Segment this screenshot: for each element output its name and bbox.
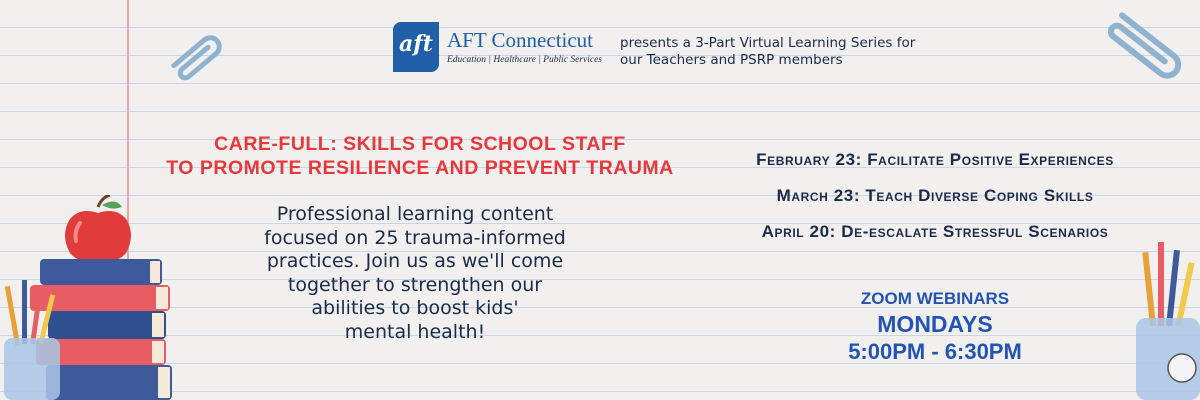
pencil-cup-icon (1130, 238, 1200, 400)
intro-line: presents a 3-Part Virtual Learning Series for (620, 35, 916, 51)
logo-name: AFT Connecticut (447, 28, 594, 52)
webinar-schedule (790, 288, 1080, 366)
description-line: abilities to boost kids' (311, 297, 519, 319)
paperclip-icon (1090, 6, 1200, 86)
logo-mark-text: aft (399, 31, 433, 57)
session-item: March 23: Teach Diverse Coping Skills (776, 186, 1094, 205)
series-title (150, 132, 690, 180)
description-line: mental health! (344, 320, 486, 343)
aft-logo-mark (393, 22, 439, 72)
description-line: focused on 25 trauma-informed (264, 226, 566, 249)
paperclip-icon (158, 22, 238, 92)
logo-tagline: Education | Healthcare | Public Services (447, 55, 602, 65)
description-line: Professional learning content (276, 203, 554, 225)
title-line: CARE-FULL: SKILLS FOR SCHOOL STAFF (214, 133, 626, 155)
session-item: February 23: Facilitate Positive Experiences (756, 150, 1114, 169)
title-line: TO PROMOTE RESILIENCE AND PREVENT TRAUMA (166, 157, 674, 179)
series-description (215, 203, 615, 344)
aft-connecticut-logo (393, 22, 613, 74)
intro-text (620, 35, 980, 69)
webinar-time: 5:00PM - 6:30PM (848, 339, 1022, 364)
session-item: April 20: De-escalate Stressful Scenarios (761, 222, 1109, 241)
webinar-day: MONDAYS (877, 311, 993, 337)
description-line: practices. Join us as we'll come (266, 250, 564, 272)
webinar-type: ZOOM WEBINARS (860, 289, 1010, 308)
pencil-cup-icon (0, 280, 70, 400)
intro-line: our Teachers and PSRP members (620, 52, 843, 68)
description-line: together to strengthen our (287, 273, 543, 296)
session-list (700, 150, 1170, 258)
